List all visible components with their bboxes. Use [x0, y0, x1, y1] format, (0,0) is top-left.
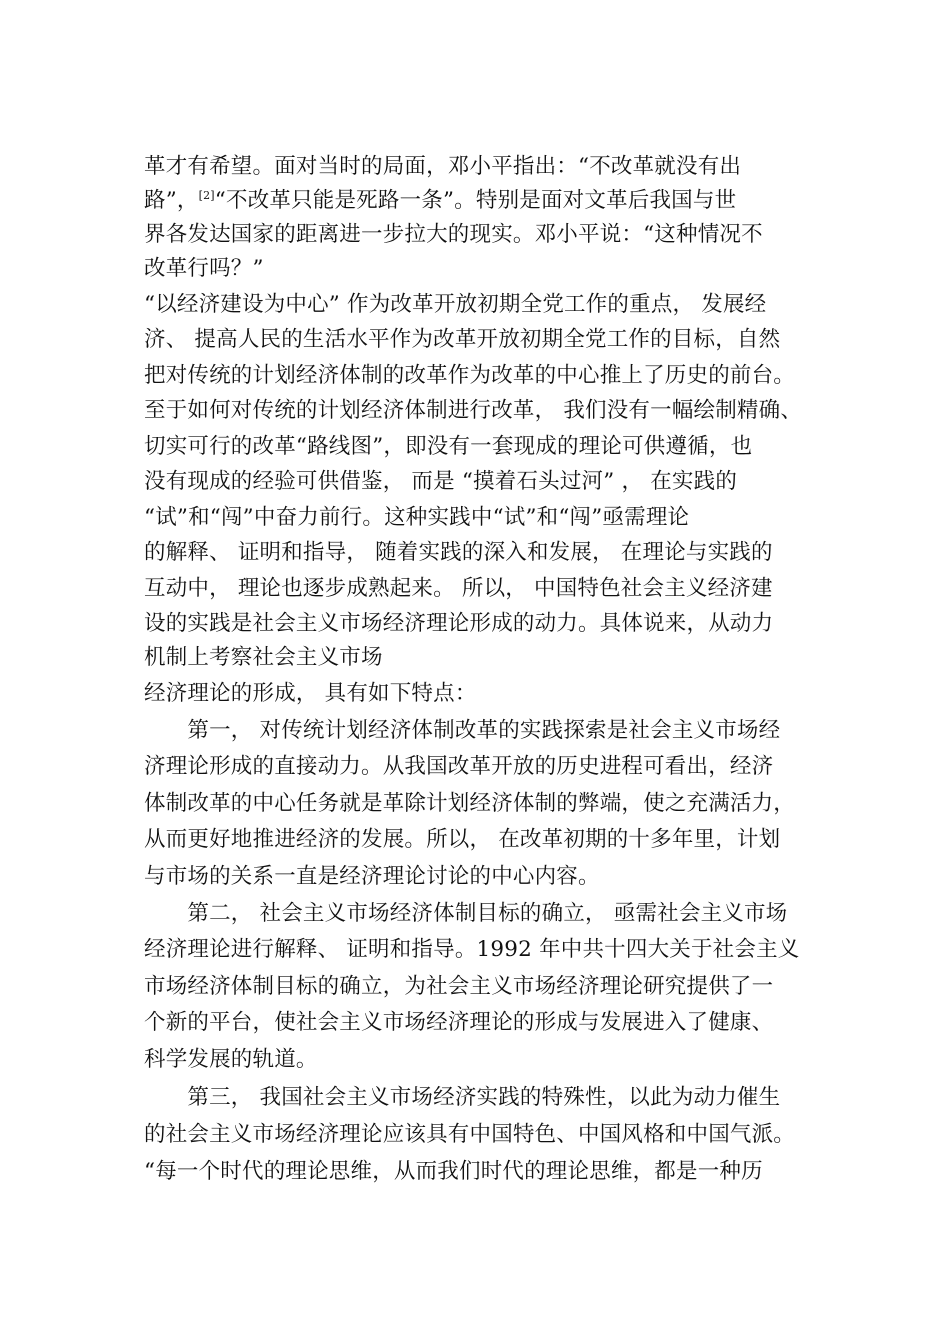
text-line-2 [144, 186, 736, 216]
text-line-3: 界各发达国家的距离进一步拉大的现实。邓小平说：“这种情况不 [144, 222, 763, 247]
text-line-6: 济、 提高人民的生活水平作为改革开放初期全党工作的目标，自然 [144, 327, 781, 352]
text-line-14: 设的实践是社会主义市场经济理论形成的动力。具体说来，从动力 [144, 611, 774, 636]
text-line-10: 没有现成的经验可供借鉴， 而是 “摸着石头过河” ， 在实践的 [144, 469, 738, 494]
text-line-5: “以经济建设为中心” 作为改革开放初期全党工作的重点， 发展经 [144, 292, 767, 317]
text-line-19: 体制改革的中心任务就是革除计划经济体制的弊端，使之充满活力， [144, 791, 796, 816]
text-line-18: 济理论形成的直接动力。从我国改革开放的历史进程可看出，经济 [144, 754, 774, 779]
text-line-28: 的社会主义市场经济理论应该具有中国特色、中国风格和中国气派。 [144, 1122, 796, 1147]
text-line-9: 切实可行的改革“路线图”，即没有一套现成的理论可供遵循，也 [144, 434, 753, 459]
text-line-11: “试”和“闯”中奋力前行。这种实践中“试”和“闯”亟需理论 [144, 505, 690, 530]
text-line-12: 的解释、 证明和指导， 随着实践的深入和发展， 在理论与实践的 [144, 540, 773, 565]
text-segment: 路”， [144, 188, 199, 213]
text-line-16: 经济理论的形成， 具有如下特点： [144, 681, 477, 706]
text-line-21: 与市场的关系一直是经济理论讨论的中心内容。 [144, 864, 600, 889]
text-line-24: 市场经济体制目标的确立，为社会主义市场经济理论研究提供了一 [144, 974, 774, 999]
text-line-15: 机制上考察社会主义市场 [144, 645, 383, 670]
text-line-25: 个新的平台，使社会主义市场经济理论的形成与发展进入了健康、 [144, 1010, 774, 1035]
text-line-7: 把对传统的计划经济体制的改革作为改革的中心推上了历史的前台。 [144, 363, 796, 388]
text-line-29: “每一个时代的理论思维，从而我们时代的理论思维，都是一种历 [144, 1159, 763, 1184]
text-line-13: 互动中， 理论也逐步成熟起来。 所以， 中国特色社会主义经济建 [144, 576, 773, 601]
text-line-23: 经济理论进行解释、 证明和指导。1992 年中共十四大关于社会主义 [144, 937, 800, 962]
text-line-8: 至于如何对传统的计划经济体制进行改革， 我们没有一幅绘制精确、 [144, 398, 803, 423]
text-line-4: 改革行吗？” [144, 256, 264, 281]
text-line-1: 革才有希望。面对当时的局面，邓小平指出：“不改革就没有出 [144, 154, 742, 179]
text-segment: “不改革只能是死路一条”。特别是面对文革后我国与世 [214, 188, 737, 213]
text-line-20: 从而更好地推进经济的发展。所以， 在改革初期的十多年里，计划 [144, 827, 781, 852]
text-line-26: 科学发展的轨道。 [144, 1047, 318, 1072]
text-line-17: 第一， 对传统计划经济体制改革的实践探索是社会主义市场经 [144, 718, 781, 743]
text-line-27: 第三， 我国社会主义市场经济实践的特殊性，以此为动力催生 [144, 1085, 781, 1110]
footnote-reference[interactable]: [2] [198, 188, 215, 202]
text-line-22: 第二， 社会主义市场经济体制目标的确立， 亟需社会主义市场 [144, 901, 788, 926]
